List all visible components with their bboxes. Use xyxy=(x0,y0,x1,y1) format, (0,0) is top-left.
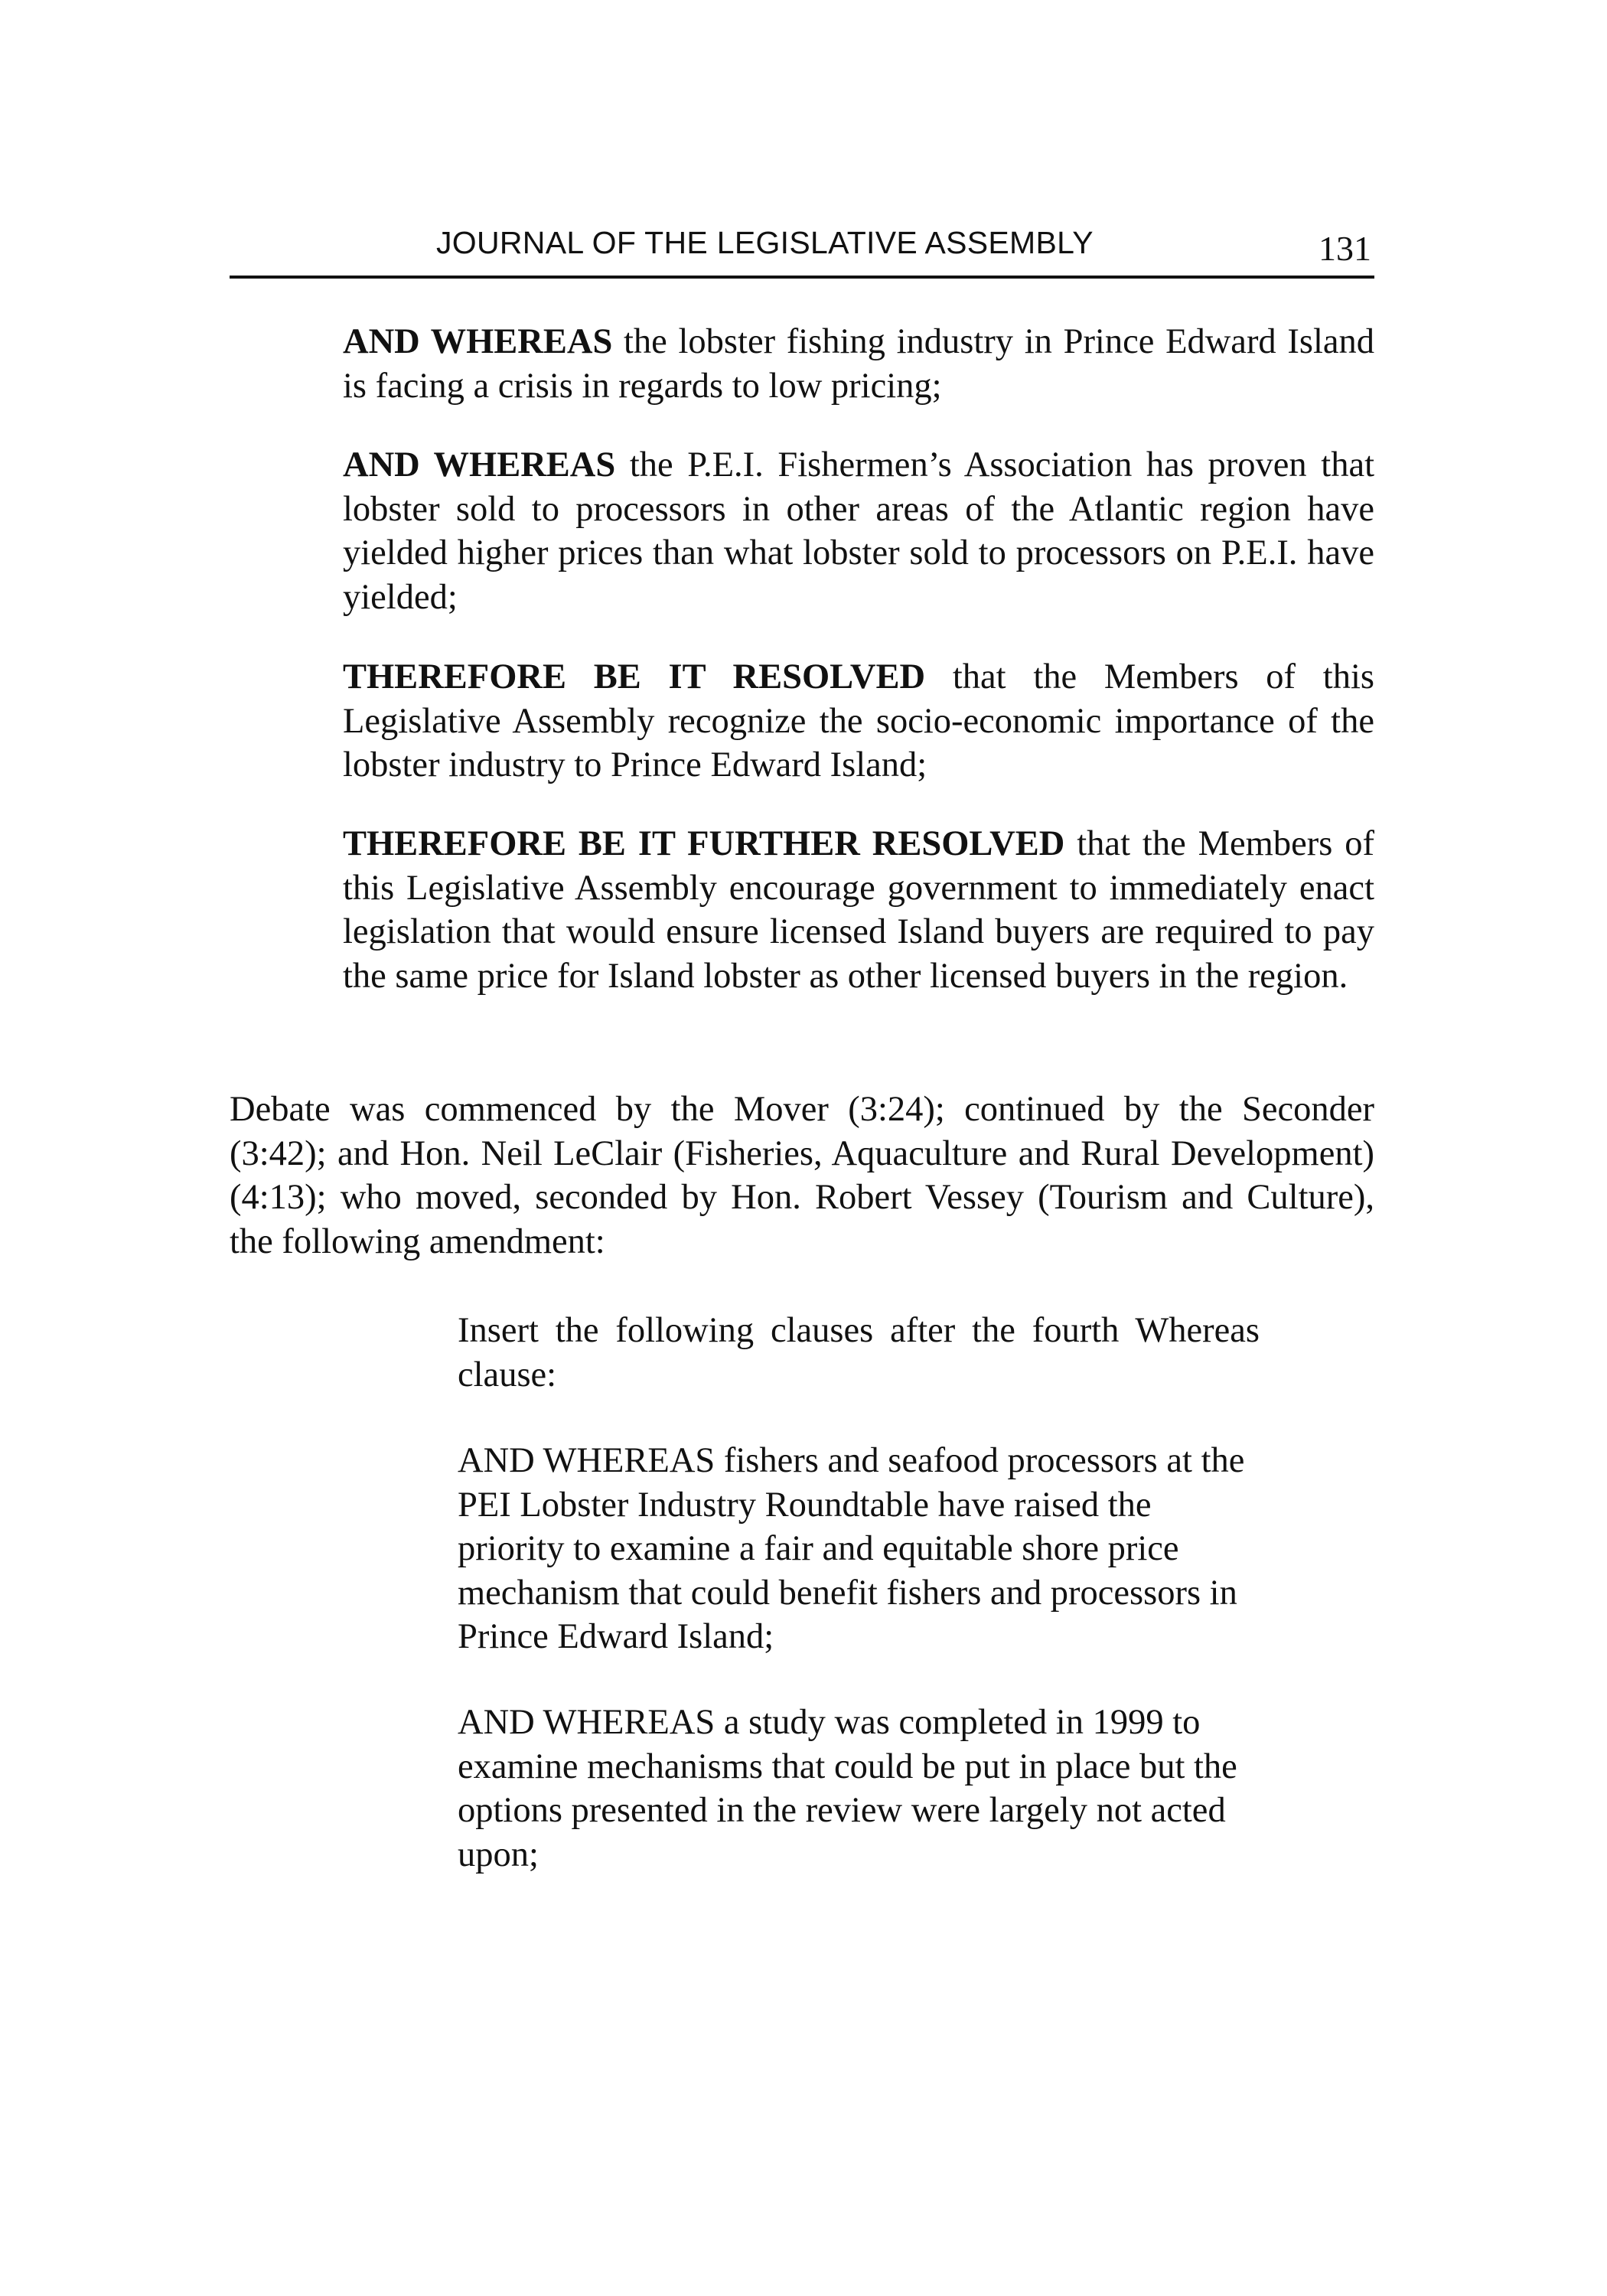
clause-lead: AND WHEREAS xyxy=(343,445,616,484)
resolution-clause-2 xyxy=(343,443,1374,619)
clause-text: that the Members of this Legislative Assembly recognize the socio-economic importance of the lobster industry to Prince Edward Island; xyxy=(343,657,1374,784)
clause-lead: THEREFORE BE IT RESOLVED xyxy=(343,657,926,696)
clause-lead: THEREFORE BE IT FURTHER RESOLVED xyxy=(343,824,1065,863)
resolution-clause-4 xyxy=(343,822,1374,998)
amendment-clause-2: AND WHEREAS a study was completed in 1999 to examine mechanisms that could be put in place but the options presented in the review were largely not acted upon; xyxy=(458,1703,1237,1874)
debate-paragraph: Debate was commenced by the Mover (3:24); continued by the Seconder (3:42); and Hon. Neil LeClair (Fisheries, Aquaculture and Rural Development) (4:13); who moved, seconded by Hon. Robert Vessey (Tourism and Culture), the following amendment: xyxy=(230,1090,1374,1261)
resolution-clause-1 xyxy=(343,320,1374,408)
clause-text: the P.E.I. Fishermen’s Association has proven that lobster sold to processors in other areas of the Atlantic region have yielded higher prices than what lobster sold to processors on P.E.I. have yielded; xyxy=(343,445,1375,617)
journal-title: JOURNAL OF THE LEGISLATIVE ASSEMBLY xyxy=(436,225,1094,260)
clause-text: that the Members of this Legislative Assembly encourage government to immediately enact legislation that would ensure licensed Island buyers are required to pay the same price for Island lobster as other licensed buyers in the region. xyxy=(343,824,1374,996)
page-number: 131 xyxy=(1319,229,1371,268)
amendment-clause-1: AND WHEREAS fishers and seafood processors at the PEI Lobster Industry Roundtable have raised the priority to examine a fair and equitable shore price mechanism that could benefit fishers and processors in Prince Edward Island; xyxy=(458,1441,1245,1656)
clause-lead: AND WHEREAS xyxy=(343,322,613,361)
amendment-instruction: Insert the following clauses after the fourth Whereas clause: xyxy=(458,1311,1260,1394)
resolution-clause-3 xyxy=(343,655,1374,788)
clause-text: the lobster fishing industry in Prince Edward Island is facing a crisis in regards to low pricing; xyxy=(343,322,1375,406)
running-header xyxy=(230,222,1374,279)
